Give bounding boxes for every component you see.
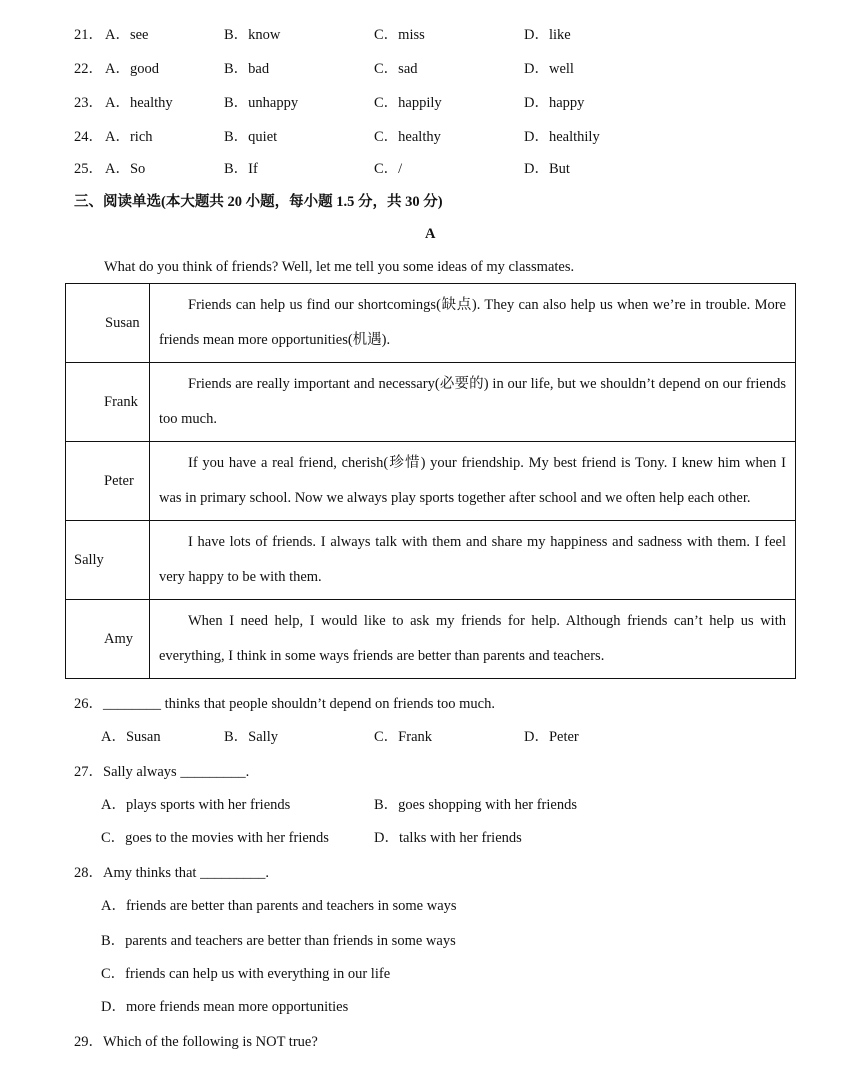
- question-27-stem: 27．Sally always _________.: [74, 764, 250, 780]
- text-cell: [150, 521, 796, 600]
- q27-option-b[interactable]: B．goes shopping with her friends: [374, 797, 577, 813]
- name-label: Amy: [104, 630, 133, 647]
- option-d: D．healthily: [524, 129, 600, 145]
- option-c: C．sad: [374, 61, 418, 77]
- option-a: A．So: [105, 161, 146, 177]
- question-number: 23．: [74, 95, 103, 111]
- option-d: D．But: [524, 161, 570, 177]
- option-d: D．happy: [524, 95, 585, 111]
- question-number: 22．: [74, 61, 103, 77]
- passage-label: A: [425, 226, 436, 242]
- name-cell: [66, 521, 150, 600]
- opinion-text: Friends are really important and necessary(必要的) in our life, but we shouldn’t depend on our friends too much.: [159, 376, 786, 427]
- q26-option-a[interactable]: A．Susan: [101, 729, 161, 745]
- name-label: Sally: [74, 551, 104, 568]
- question-number: 24．: [74, 129, 103, 145]
- option-a: A．good: [105, 61, 159, 77]
- option-b: B．quiet: [224, 129, 278, 145]
- option-a: A．rich: [105, 129, 153, 145]
- opinion-text: Friends can help us find our shortcomings(缺点). They can also help us when we’re in trouble. More friends mean more opportunities(机遇).: [159, 297, 786, 348]
- q27-option-c[interactable]: C．goes to the movies with her friends: [101, 830, 329, 846]
- question-29-stem: 29．Which of the following is NOT true?: [74, 1034, 318, 1050]
- q28-option-a[interactable]: A．friends are better than parents and teachers in some ways: [101, 898, 457, 914]
- section-title: 三、阅读单选(本大题共 20 小题，每小题 1.5 分，共 30 分): [74, 194, 443, 210]
- text-cell: [150, 363, 796, 442]
- table-row: [66, 600, 796, 679]
- q26-option-c[interactable]: C．Frank: [374, 729, 432, 745]
- option-a: A．healthy: [105, 95, 173, 111]
- name-cell: [66, 363, 150, 442]
- question-number: 21．: [74, 27, 103, 43]
- text-cell: [150, 284, 796, 363]
- option-b: B．If: [224, 161, 258, 177]
- option-d: D．like: [524, 27, 571, 43]
- q27-option-a[interactable]: A．plays sports with her friends: [101, 797, 291, 813]
- option-c: C．happily: [374, 95, 442, 111]
- option-b: B．unhappy: [224, 95, 299, 111]
- option-a: A．see: [105, 27, 149, 43]
- name-label: Susan: [105, 314, 140, 331]
- q28-option-b[interactable]: B．parents and teachers are better than friends in some ways: [101, 933, 456, 949]
- option-b: B．know: [224, 27, 281, 43]
- question-26-stem: 26．________ thinks that people shouldn’t depend on friends too much.: [74, 696, 495, 712]
- table-row: [66, 363, 796, 442]
- opinion-text: I have lots of friends. I always talk with them and share my happiness and sadness with them. I feel very happy to be with them.: [159, 534, 786, 585]
- option-c: C．/: [374, 161, 403, 177]
- option-c: C．healthy: [374, 129, 441, 145]
- option-c: C．miss: [374, 27, 425, 43]
- table-row: [66, 284, 796, 363]
- text-cell: [150, 442, 796, 521]
- question-28-stem: 28．Amy thinks that _________.: [74, 865, 269, 881]
- table-row: [66, 521, 796, 600]
- question-number: 25．: [74, 161, 103, 177]
- name-label: Frank: [104, 393, 138, 410]
- q28-option-d[interactable]: D．more friends mean more opportunities: [101, 999, 349, 1015]
- q26-option-b[interactable]: B．Sally: [224, 729, 278, 745]
- classmates-table: [65, 283, 796, 679]
- q27-option-d[interactable]: D．talks with her friends: [374, 830, 522, 846]
- passage-intro: What do you think of friends? Well, let me tell you some ideas of my classmates.: [104, 259, 575, 275]
- name-cell: [66, 600, 150, 679]
- opinion-text: If you have a real friend, cherish(珍惜) your friendship. My best friend is Tony. I knew him when I was in primary school. Now we always play sports together after school and we often help each other.: [159, 455, 786, 506]
- text-cell: [150, 600, 796, 679]
- table-row: [66, 442, 796, 521]
- name-label: Peter: [104, 472, 134, 489]
- q28-option-c[interactable]: C．friends can help us with everything in our life: [101, 966, 391, 982]
- option-b: B．bad: [224, 61, 270, 77]
- opinion-text: When I need help, I would like to ask my friends for help. Although friends can’t help us with everything, I think in some ways friends are better than parents and teachers.: [159, 613, 786, 664]
- name-cell: [66, 442, 150, 521]
- option-d: D．well: [524, 61, 574, 77]
- q26-option-d[interactable]: D．Peter: [524, 729, 579, 745]
- name-cell: [66, 284, 150, 363]
